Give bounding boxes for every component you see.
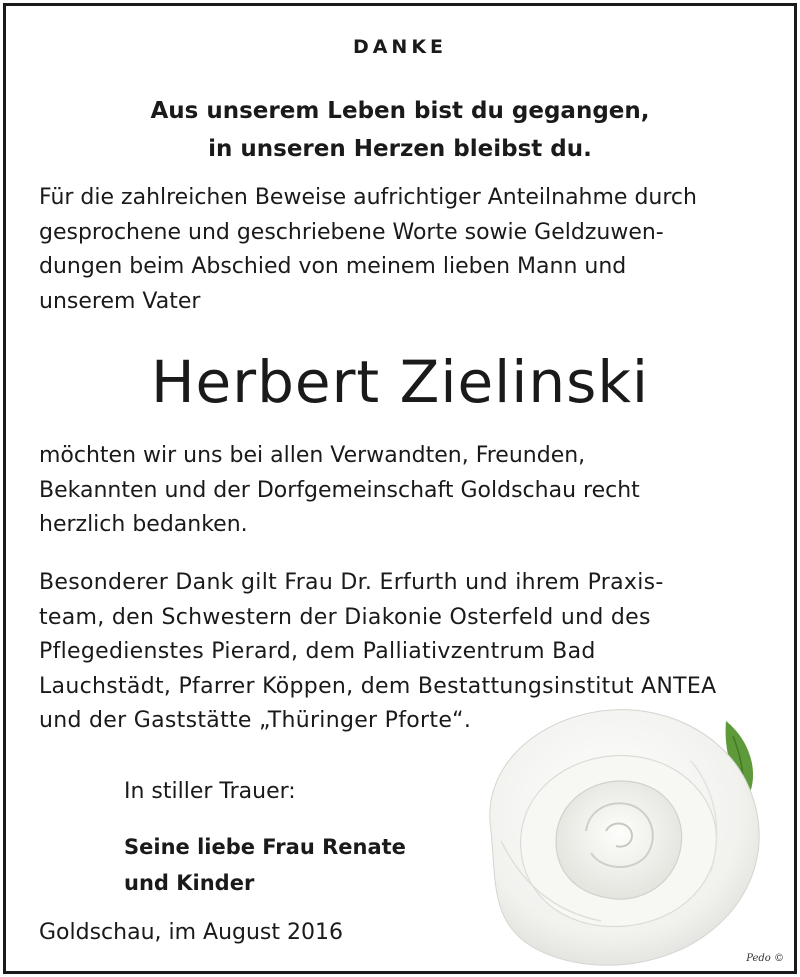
text-line: Lauchstädt, Pfarrer Köppen, dem Bestattungsinstitut ANTEA bbox=[39, 673, 717, 699]
motto-line: Aus unserem Leben bist du gegangen, bbox=[150, 98, 650, 124]
thanks-paragraph bbox=[39, 439, 769, 543]
notice-heading: DANKE bbox=[352, 36, 448, 58]
white-rose-image bbox=[461, 681, 797, 974]
text-line: Bekannten und der Dorfgemeinschaft Goldschau recht bbox=[39, 477, 640, 503]
text-line: Pflegedienstes Pierard, dem Palliativzentrum Bad bbox=[39, 639, 596, 664]
deceased-name: Herbert Zielinski bbox=[150, 348, 650, 416]
text-line: Besonderer Dank gilt Frau Dr. Erfurth und ihrem Praxis- bbox=[39, 570, 664, 595]
intro-paragraph bbox=[39, 181, 769, 319]
text-line: herzlich bedanken. bbox=[39, 512, 248, 537]
motto-line: in unseren Herzen bleibst du. bbox=[208, 136, 592, 162]
signer-line: Seine liebe Frau Renate bbox=[124, 835, 406, 859]
text-line: und der Gaststätte „Thüringer Pforte“. bbox=[39, 708, 472, 733]
text-line: Für die zahlreichen Beweise aufrichtiger Anteilnahme durch bbox=[39, 185, 697, 210]
signers bbox=[124, 829, 406, 901]
signer-line: und Kinder bbox=[124, 871, 255, 895]
motto bbox=[6, 92, 794, 168]
image-credit: Pedo © bbox=[746, 953, 784, 964]
text-line: team, den Schwestern der Diakonie Osterfeld und des bbox=[39, 604, 651, 630]
text-line: dungen beim Abschied von meinem lieben Mann und bbox=[39, 254, 627, 279]
text-line: unserem Vater bbox=[39, 288, 201, 314]
place-date: Goldschau, im August 2016 bbox=[39, 920, 344, 945]
obituary-notice bbox=[3, 3, 797, 974]
text-line: möchten wir uns bei allen Verwandten, Freunden, bbox=[39, 443, 586, 468]
text-line: gesprochene und geschriebene Worte sowie Geldzuwen- bbox=[39, 219, 664, 245]
mourning-line: In stiller Trauer: bbox=[124, 779, 296, 804]
